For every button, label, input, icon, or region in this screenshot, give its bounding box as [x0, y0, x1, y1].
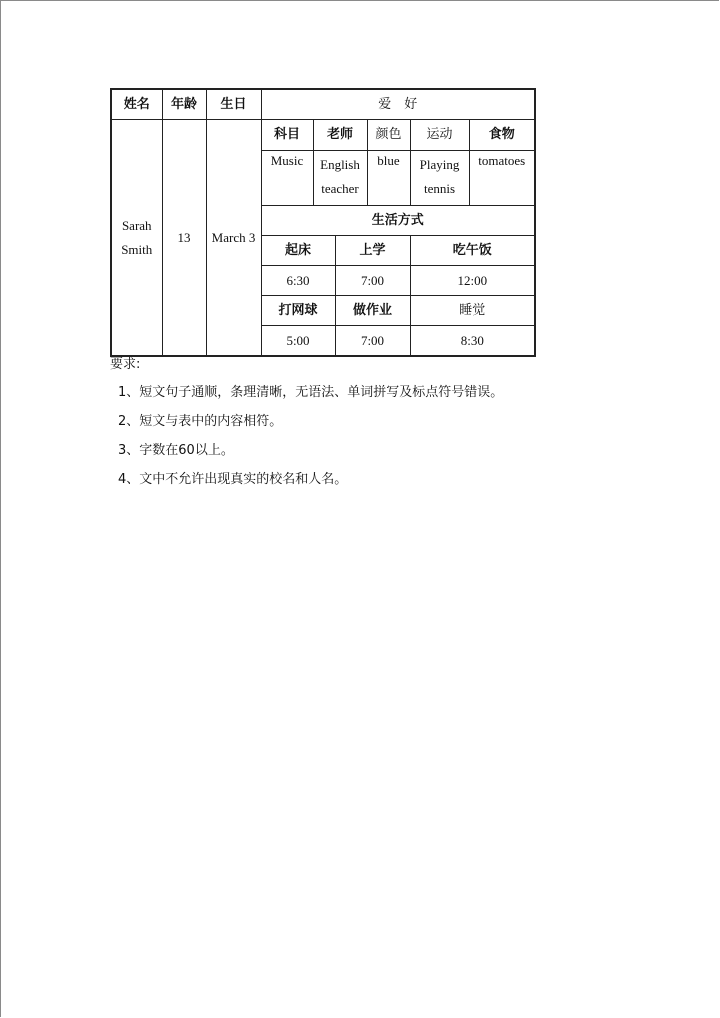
- fav-sport-value: Playing tennis: [410, 151, 469, 206]
- requirement-item-3: 3、字数在60以上。: [118, 443, 234, 458]
- lifestyle-lunch-header: 吃午饭: [410, 236, 535, 266]
- requirements-section: [110, 356, 670, 500]
- person-name: Sarah Smith: [111, 120, 162, 357]
- lifestyle-school-header: 上学: [335, 236, 410, 266]
- lifestyle-homework-header: 做作业: [335, 296, 410, 326]
- fav-color-value: blue: [367, 151, 410, 206]
- person-age: 13: [162, 120, 206, 357]
- info-table: [110, 88, 536, 357]
- lifestyle-getup-time: 6:30: [261, 266, 335, 296]
- header-hobbies: 爱 好: [261, 89, 535, 120]
- requirements-title: 要求:: [110, 357, 141, 372]
- lifestyle-tennis-header: 打网球: [261, 296, 335, 326]
- lifestyle-school-time: 7:00: [335, 266, 410, 296]
- fav-teacher-header: 老师: [313, 120, 367, 151]
- lifestyle-tennis-time: 5:00: [261, 326, 335, 357]
- requirement-item-1: 1、短文句子通顺，条理清晰，无语法、单词拼写及标点符号错误。: [118, 385, 504, 400]
- header-birthday: 生日: [206, 89, 261, 120]
- fav-food-header: 食物: [469, 120, 535, 151]
- header-age: 年龄: [162, 89, 206, 120]
- header-name: 姓名: [111, 89, 162, 120]
- lifestyle-sleep-time: 8:30: [410, 326, 535, 357]
- requirement-item-2: 2、短文与表中的内容相符。: [118, 414, 283, 429]
- fav-color-header: 颜色: [367, 120, 410, 151]
- lifestyle-lunch-time: 12:00: [410, 266, 535, 296]
- fav-subject-value: Music: [261, 151, 313, 206]
- fav-sport-header: 运动: [410, 120, 469, 151]
- fav-teacher-value: English teacher: [313, 151, 367, 206]
- person-birthday: March 3: [206, 120, 261, 357]
- lifestyle-sleep-header: 睡觉: [410, 296, 535, 326]
- lifestyle-homework-time: 7:00: [335, 326, 410, 357]
- fav-subject-header: 科目: [261, 120, 313, 151]
- lifestyle-title: 生活方式: [261, 206, 535, 236]
- fav-food-value: tomatoes: [469, 151, 535, 206]
- requirement-item-4: 4、文中不允许出现真实的校名和人名。: [118, 472, 348, 487]
- lifestyle-getup-header: 起床: [261, 236, 335, 266]
